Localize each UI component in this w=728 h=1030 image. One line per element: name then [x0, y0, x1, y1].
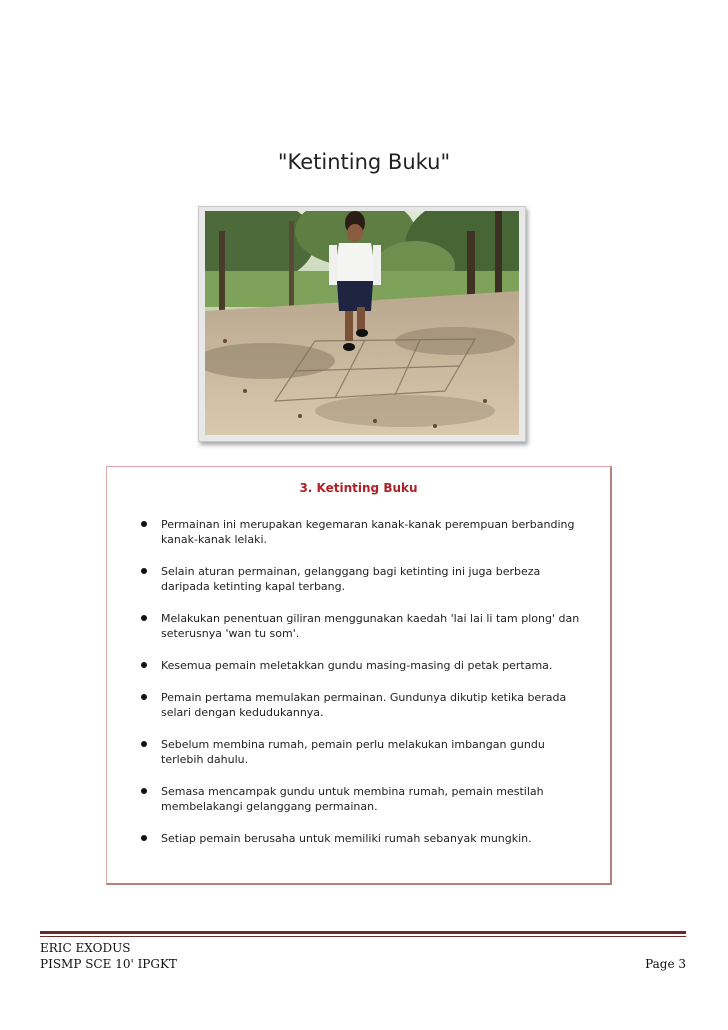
list-item: Pemain pertama memulakan permainan. Gundunya dikutip ketika berada selari dengan kedudukannya.	[137, 690, 587, 720]
footer-course: PISMP SCE 10' IPGKT	[40, 957, 177, 971]
footer-divider-thick	[40, 931, 686, 934]
list-item: Setiap pemain berusaha untuk memiliki rumah sebanyak mungkin.	[137, 831, 587, 846]
list-item: Sebelum membina rumah, pemain perlu melakukan imbangan gundu terlebih dahulu.	[137, 737, 587, 767]
footer-divider-thin	[40, 936, 686, 937]
hopscotch-photo	[205, 211, 519, 435]
bullet-list	[137, 517, 587, 863]
box-heading: 3. Ketinting Buku	[299, 481, 418, 495]
list-item: Melakukan penentuan giliran menggunakan kaedah 'lai lai li tam plong' dan seterusnya 'wan tu som'.	[137, 611, 587, 641]
footer-page-number: Page 3	[645, 957, 686, 971]
bullet-icon	[141, 662, 147, 668]
list-item: Semasa mencampak gundu untuk membina rumah, pemain mestilah membelakangi gelanggang permainan.	[137, 784, 587, 814]
footer-author: ERIC EXODUS	[40, 941, 131, 955]
bullet-icon	[141, 521, 147, 527]
bullet-icon	[141, 694, 147, 700]
list-item: Permainan ini merupakan kegemaran kanak-kanak perempuan berbanding kanak-kanak lelaki.	[137, 517, 587, 547]
bullet-icon	[141, 788, 147, 794]
bullet-icon	[141, 741, 147, 747]
page-title: "Ketinting Buku"	[277, 150, 451, 174]
info-box	[106, 466, 612, 885]
list-item: Kesemua pemain meletakkan gundu masing-masing di petak pertama.	[137, 658, 587, 673]
photo-frame	[198, 206, 526, 442]
list-item: Selain aturan permainan, gelanggang bagi ketinting ini juga berbeza daripada ketinting kapal terbang.	[137, 564, 587, 594]
bullet-icon	[141, 568, 147, 574]
bullet-icon	[141, 615, 147, 621]
bullet-icon	[141, 835, 147, 841]
